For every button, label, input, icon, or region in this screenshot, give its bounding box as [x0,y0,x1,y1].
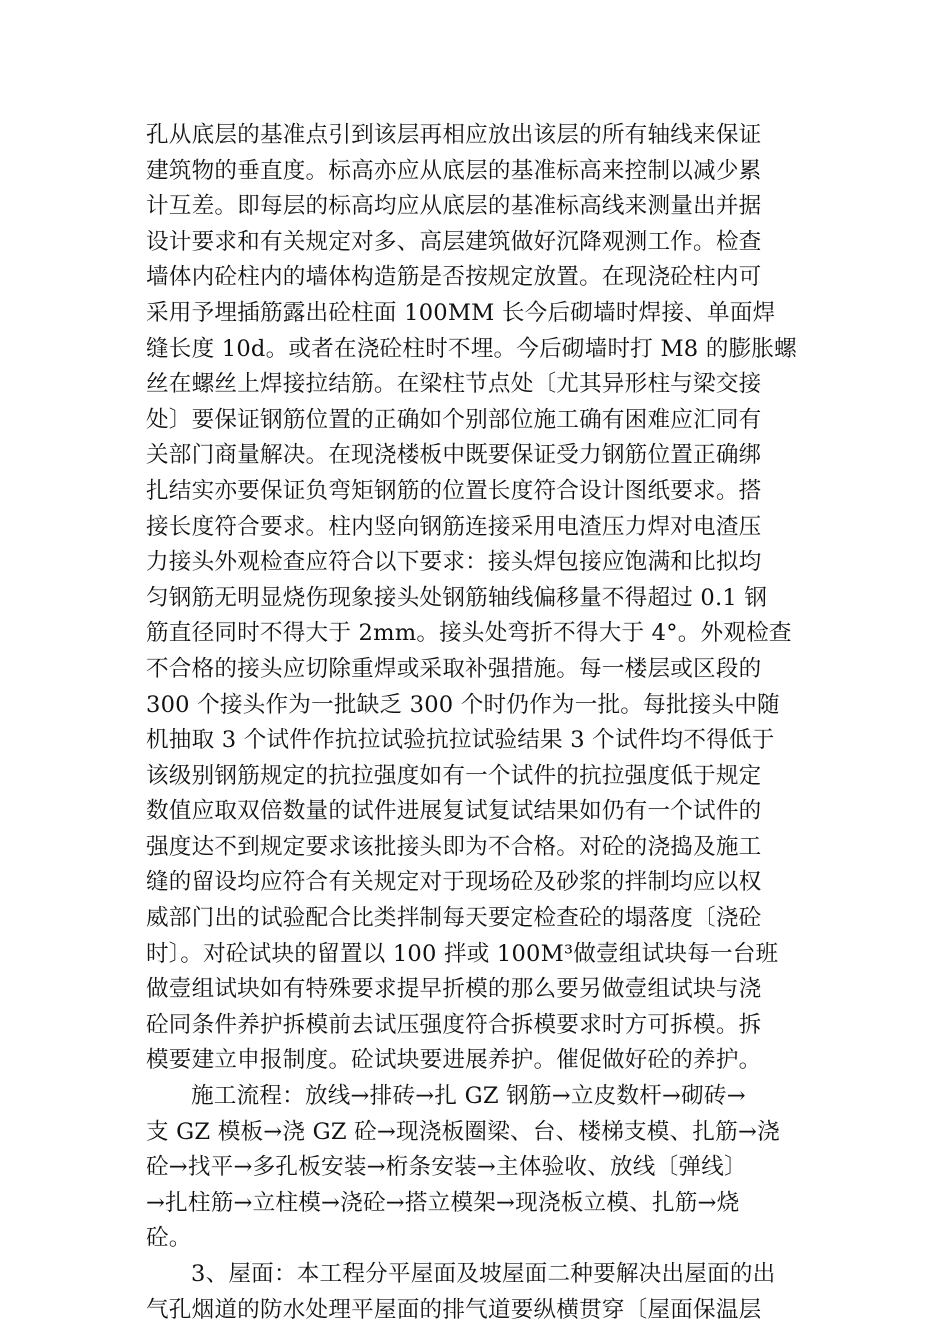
text-line: 缝长度 10d。或者在浇砼柱时不埋。今后砌墙时打 M8 的膨胀螺 [146,335,797,362]
text-line: 支 GZ 模板→浇 GZ 砼→现浇板圈梁、台、楼梯支模、扎筋→浇 [146,1118,780,1145]
paragraph-first-line: 3、屋面：本工程分平屋面及坡屋面二种要解决出屋面的出 [191,1261,776,1287]
text-line: 数值应取双倍数量的试件进展复试复试结果如仍有一个试件的 [146,798,762,825]
text-line: 300 个接头作为一批缺乏 300 个时仍作为一批。每批接头中随 [146,691,780,718]
text-line: 模要建立申报制度。砼试块要进展养护。催促做好砼的养护。 [146,1047,762,1074]
text-line: 力接头外观检查应符合以下要求：接头焊包接应饱满和比拟均 [146,549,762,576]
text-line: 墙体内砼柱内的墙体构造筋是否按规定放置。在现浇砼柱内可 [146,264,762,291]
text-line: 做壹组试块如有特殊要求提早折模的那么要另做壹组试块与浇 [146,976,762,1003]
text-line: 关部门商量解决。在现浇楼板中既要保证受力钢筋位置正确绑 [146,442,762,469]
text-line: 采用予埋插筋露出砼柱面 100MM 长今后砌墙时焊接、单面焊 [146,299,776,326]
text-line: 匀钢筋无明显烧伤现象接头处钢筋轴线偏移量不得超过 0.1 钢 [146,584,768,611]
text-line: 丝在螺丝上焊接拉结筋。在梁柱节点处〔尤其异形柱与梁交接 [146,371,762,398]
text-line: 该级别钢筋规定的抗拉强度如有一个试件的抗拉强度低于规定 [146,762,762,789]
text-line: 处〕要保证钢筋位置的正确如个别部位施工确有困难应汇同有 [146,406,762,433]
text-line: 设计要求和有关规定对多、高层建筑做好沉降观测工作。检查 [146,228,762,255]
paragraph-first-line: 施工流程：放线→排砖→扎 GZ 钢筋→立皮数杆→砌砖→ [191,1083,746,1110]
text-line: 接长度符合要求。柱内竖向钢筋连接采用电渣压力焊对电渣压 [146,513,762,540]
text-line: 威部门出的试验配合比类拌制每天要定检查砼的塌落度〔浇砼 [146,905,762,932]
text-line: 砼→找平→多孔板安装→桁条安装→主体验收、放线〔弹线〕 [146,1154,747,1181]
text-line: 砼。 [146,1225,192,1252]
text-line: 砼同条件养护拆模前去试压强度符合拆模要求时方可拆模。拆 [146,1011,762,1038]
text-line: →扎柱筋→立柱模→浇砼→搭立模架→现浇板立模、扎筋→烧 [146,1189,740,1216]
text-line: 建筑物的垂直度。标高亦应从底层的基准标高来控制以减少累 [146,157,762,184]
text-line: 强度达不到规定要求该批接头即为不合格。对砼的浇捣及施工 [146,833,762,860]
text-line: 计互差。即每层的标高均应从底层的基准标高线来测量出并据 [146,193,762,220]
text-line: 孔从底层的基准点引到该层再相应放出该层的所有轴线来保证 [146,122,762,148]
text-line: 筋直径同时不得大于 2mm。接头处弯折不得大于 4°。外观检查 [146,620,792,647]
document-body-text [146,118,812,1328]
text-line: 气孔烟道的防水处理平屋面的排气道要纵横贯穿〔屋面保温层 [146,1296,762,1323]
text-line: 缝的留设均应符合有关规定对于现场砼及砂浆的拌制均应以权 [146,869,762,896]
text-line: 扎结实亦要保证负弯矩钢筋的位置长度符合设计图纸要求。搭 [146,477,762,504]
text-line: 时〕。对砼试块的留置以 100 拌或 100M³做壹组试块每一台班 [146,940,779,967]
text-line: 不合格的接头应切除重焊或采取补强措施。每一楼层或区段的 [146,655,762,682]
text-line: 机抽取 3 个试件作抗拉试验抗拉试验结果 3 个试件均不得低于 [146,727,775,754]
